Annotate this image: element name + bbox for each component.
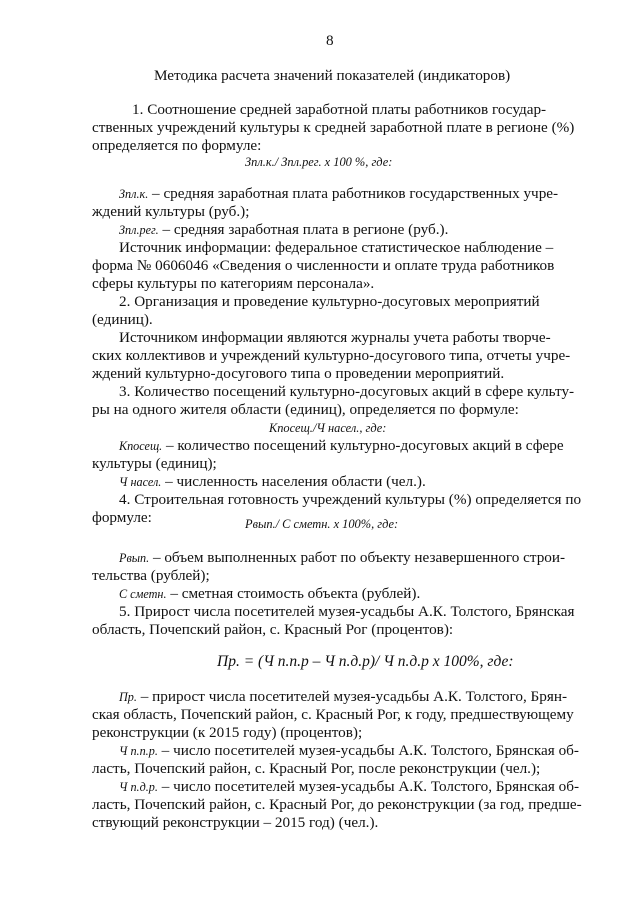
definition-line (119, 221, 448, 239)
text-line: культуры (единиц); (92, 455, 217, 472)
definition-line (119, 549, 565, 567)
text-line: формуле: (92, 509, 152, 526)
definition-text: – численность населения области (чел.). (161, 473, 426, 490)
text-line: тельства (рублей); (92, 567, 210, 584)
text-line: 1. Соотношение средней заработной платы работников государ- (132, 101, 547, 118)
definition-line (119, 185, 558, 203)
text-line: определяется по формуле: (92, 137, 262, 154)
formula: Рвып./ С сметн. х 100%, где: (245, 517, 399, 531)
text-line: ских коллективов и учреждений культурно-досугового типа, отчеты учре- (92, 347, 571, 364)
definition-line (119, 585, 420, 603)
definition-text: – объем выполненных работ по объекту незавершенного строи- (149, 549, 566, 566)
text-line: ждений культуры (руб.); (92, 203, 250, 220)
text-line: форма № 0606046 «Сведения о численности и оплате труда работников (92, 257, 555, 274)
text-line: Источником информации являются журналы учета работы творче- (119, 329, 551, 346)
definition-line (119, 688, 567, 706)
definition-term: Зпл.рег. (119, 223, 159, 237)
definition-term: Зпл.к. (119, 187, 149, 201)
text-line: ственных учреждений культуры к средней заработной плате в регионе (%) (92, 119, 575, 136)
definition-line (119, 437, 564, 455)
text-line: сферы культуры по категориям персонала». (92, 275, 375, 292)
text-line: область, Почепский район, с. Красный Рог (процентов): (92, 621, 454, 638)
text-line: ласть, Почепский район, с. Красный Рог, до реконструкции (за год, предше- (92, 796, 582, 813)
definition-text: – число посетителей музея-усадьбы А.К. Толстого, Брянская об- (157, 742, 579, 759)
definition-line (119, 742, 579, 760)
text-line: 2. Организация и проведение культурно-досуговых мероприятий (119, 293, 540, 310)
definition-text: – число посетителей музея-усадьбы А.К. Толстого, Брянская об- (157, 778, 580, 795)
text-line: реконструкции (к 2015 году) (процентов); (92, 724, 363, 741)
text-line: ская область, Почепский район, с. Красный Рог, к году, предшествующему (92, 706, 574, 723)
definition-text: – прирост числа посетителей музея-усадьбы А.К. Толстого, Брян- (136, 688, 568, 705)
formula: Кпосещ./Ч насел., где: (269, 421, 387, 435)
formula: Пр. = (Ч п.п.р – Ч п.д.р)/ Ч п.д.р х 100%, где: (217, 653, 514, 670)
definition-term: Ч п.п.р. (119, 744, 158, 758)
definition-text: – средняя заработная плата в регионе (руб.). (158, 221, 449, 238)
definition-line (119, 778, 579, 796)
text-line: (единиц). (92, 311, 153, 328)
definition-line (119, 473, 426, 491)
definition-term: Ч насел. (119, 475, 162, 489)
definition-text: – сметная стоимость объекта (рублей). (166, 585, 421, 602)
text-line: Источник информации: федеральное статистическое наблюдение – (119, 239, 554, 256)
definition-text: – количество посещений культурно-досуговых акций в сфере (162, 437, 564, 454)
definition-term: Кпосещ. (119, 439, 163, 453)
definition-term: Ч п.д.р. (119, 780, 158, 794)
definition-term: С сметн. (119, 587, 167, 601)
text-line: 3. Количество посещений культурно-досуговых акций в сфере культу- (119, 383, 575, 400)
text-line: 4. Строительная готовность учреждений культуры (%) определяется по (119, 491, 582, 508)
definition-text: – средняя заработная плата работников государственных учре- (148, 185, 559, 202)
text-line: ждений культурно-досугового типа о проведении мероприятий. (92, 365, 505, 382)
page-heading: Методика расчета значений показателей (индикаторов) (154, 67, 511, 84)
text-line: ствующий реконструкции – 2015 год) (чел.). (92, 814, 379, 831)
definition-term: Рвып. (119, 551, 150, 565)
text-line: ры на одного жителя области (единиц), определяется по формуле: (92, 401, 519, 418)
page-number: 8 (326, 32, 334, 49)
definition-term: Пр. (119, 690, 137, 704)
formula: Зпл.к./ Зпл.рег. х 100 %, где: (245, 155, 393, 169)
text-line: 5. Прирост числа посетителей музея-усадьбы А.К. Толстого, Брянская (119, 603, 575, 620)
text-line: ласть, Почепский район, с. Красный Рог, после реконструкции (чел.); (92, 760, 541, 777)
